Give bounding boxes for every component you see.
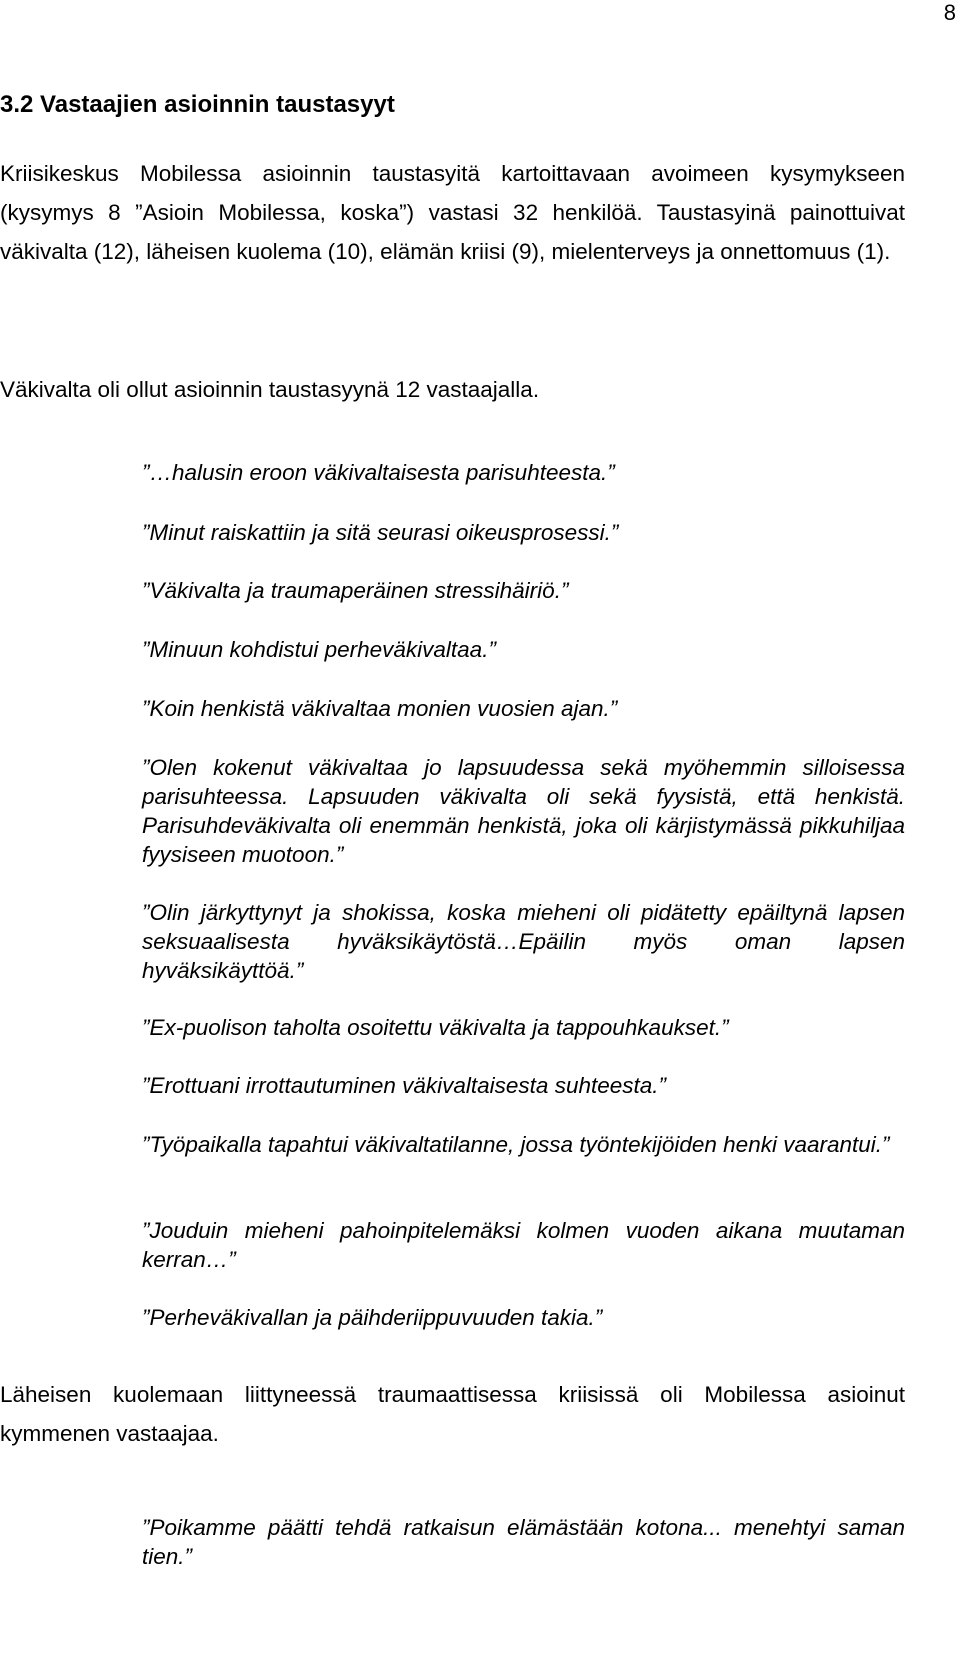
quote-violence-9: ”Erottuani irrottautuminen väkivaltaisesta suhteesta.”: [142, 1073, 667, 1098]
quote-violence-6: ”Olen kokenut väkivaltaa jo lapsuudessa sekä myöhemmin silloisessa parisuhteessa. Lapsuuden väkivalta oli sekä fyysistä, että henkistä. Parisuhdeväkivalta oli enemmän henkistä, joka oli kärjistymässä pikkuhiljaa fyysiseen muotoon.”: [142, 755, 905, 867]
quote-violence-4: ”Minuun kohdistui perheväkivaltaa.”: [142, 637, 496, 662]
quote-bereavement-1: ”Poikamme päätti tehdä ratkaisun elämästään kotona... menehtyi saman tien.”: [142, 1515, 905, 1569]
quote-violence-3: ”Väkivalta ja traumaperäinen stressihäiriö.”: [142, 578, 569, 603]
quote-violence-5: ”Koin henkistä väkivaltaa monien vuosien ajan.”: [142, 696, 618, 721]
section-heading: 3.2 Vastaajien asioinnin taustasyyt: [0, 91, 395, 118]
quote-violence-11: ”Jouduin mieheni pahoinpitelemäksi kolmen vuoden aikana muutaman kerran…”: [142, 1218, 905, 1272]
page-number: 8: [943, 0, 956, 25]
quote-violence-2: ”Minut raiskattiin ja sitä seurasi oikeusprosessi.”: [142, 520, 619, 545]
quote-violence-7: ”Olin järkyttynyt ja shokissa, koska mieheni oli pidätetty epäiltynä lapsen seksuaalisesta hyväksikäytöstä…Epäilin myös oman lapsen hyväksikäyttöä.”: [142, 900, 905, 983]
quote-violence-10: ”Työpaikalla tapahtui väkivaltatilanne, jossa työntekijöiden henki vaarantui.”: [142, 1132, 890, 1157]
intro-paragraph: Kriisikeskus Mobilessa asioinnin taustasyitä kartoittavaan avoimeen kysymykseen (kysymys 8 ”Asioin Mobilessa, koska”) vastasi 32 henkilöä. Taustasyinä painottuivat väkivalta (12), läheisen kuolema (10), elämän kriisi (9), mielenterveys ja onnettomuus (1).: [0, 161, 905, 264]
quote-violence-12: ”Perheväkivallan ja päihderiippuvuuden takia.”: [142, 1305, 603, 1330]
violence-paragraph: Väkivalta oli ollut asioinnin taustasyynä 12 vastaajalla.: [0, 377, 540, 402]
bereavement-paragraph: Läheisen kuolemaan liittyneessä traumaattisessa kriisissä oli Mobilessa asioinut kymmenen vastaajaa.: [0, 1382, 905, 1446]
quote-violence-1: ”…halusin eroon väkivaltaisesta parisuhteesta.”: [142, 460, 615, 485]
quote-violence-8: ”Ex-puolison taholta osoitettu väkivalta ja tappouhkaukset.”: [142, 1015, 729, 1040]
